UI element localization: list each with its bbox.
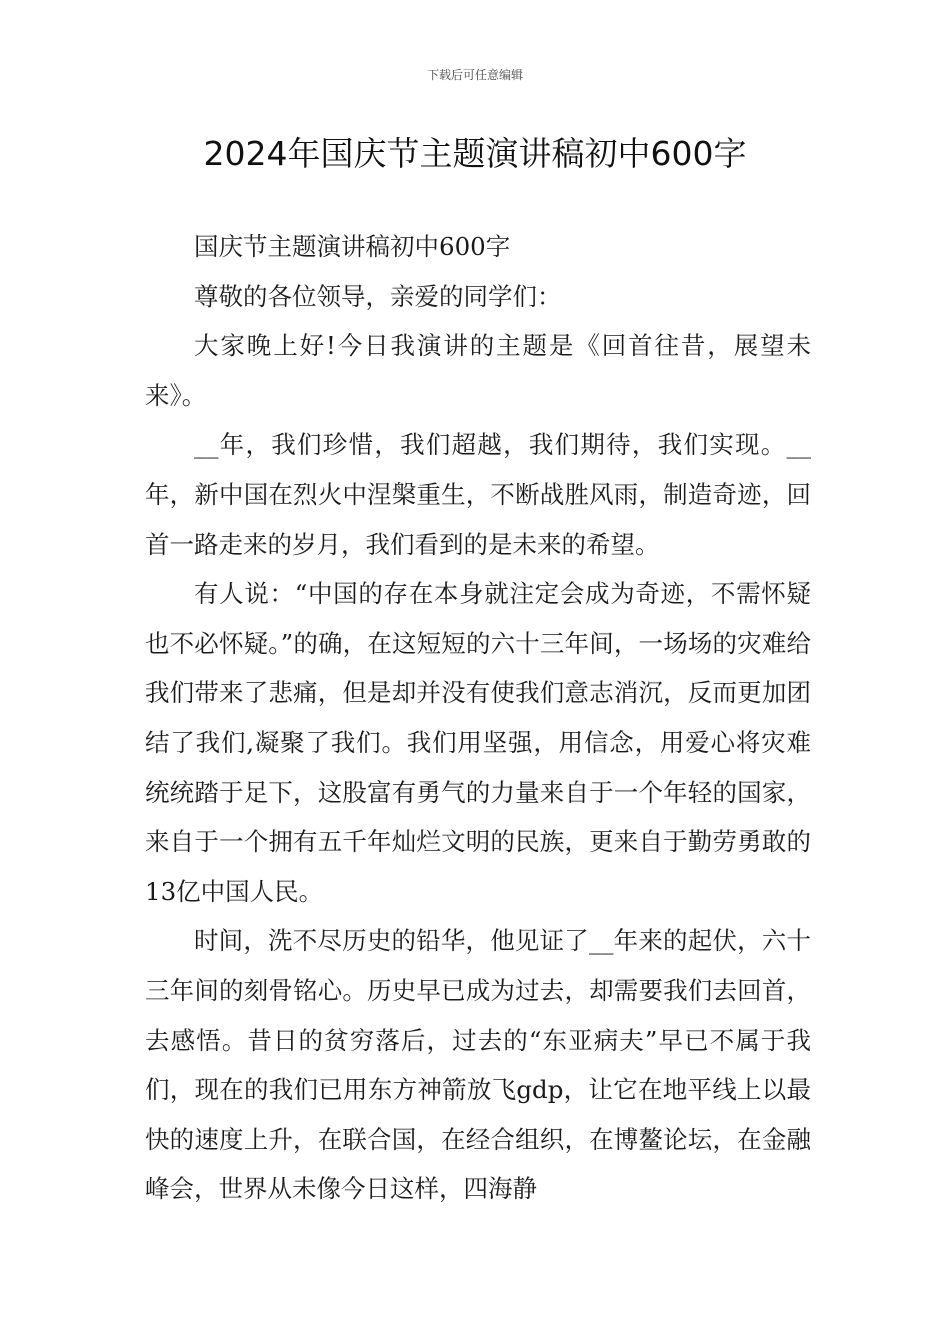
paragraph: 大家晚上好!今日我演讲的主题是《回首往昔，展望未来》。 [145,331,811,410]
paragraph: 有人说：“中国的存在本身就注定会成为奇迹，不需怀疑也不必怀疑。”的确，在这短短的六十三年间，一场场的灾难给我们带来了悲痛，但是却并没有使我们意志消沉，反而更加团结了我们,凝聚了我们。我们用坚强，用信念，用爱心将灾难统统踏于足下，这股富有勇气的力量来自于一个年轻的国家，来自于一个拥有五千年灿烂文明的民族，更来自于勤劳勇敢的13亿中国人民。 [145,579,811,906]
document-body [145,222,811,1214]
header-note: 下载后可任意编辑 [426,68,523,82]
document-title: 2024年国庆节主题演讲稿初中600字 [203,134,747,173]
paragraph-subtitle: 国庆节主题演讲稿初中600字 [194,232,511,261]
paragraph: __年，我们珍惜，我们超越，我们期待，我们实现。__年，新中国在烈火中涅槃重生，不断战胜风雨，制造奇迹，回首一路走来的岁月，我们看到的是未来的希望。 [145,430,811,559]
paragraph-salutation: 尊敬的各位领导，亲爱的同学们： [194,281,562,311]
paragraph: 时间，洗不尽历史的铅华，他见证了__年来的起伏，六十三年间的刻骨铭心。历史早已成为过去，却需要我们去回首，去感悟。昔日的贫穷落后，过去的“东亚病夫”早已不属于我们，现在的我们已用东方神箭放飞gdp，让它在地平线上以最快的速度上升，在联合国，在经合组织，在博鳌论坛，在金融峰会，世界从未像今日这样，四海静 [145,926,811,1204]
